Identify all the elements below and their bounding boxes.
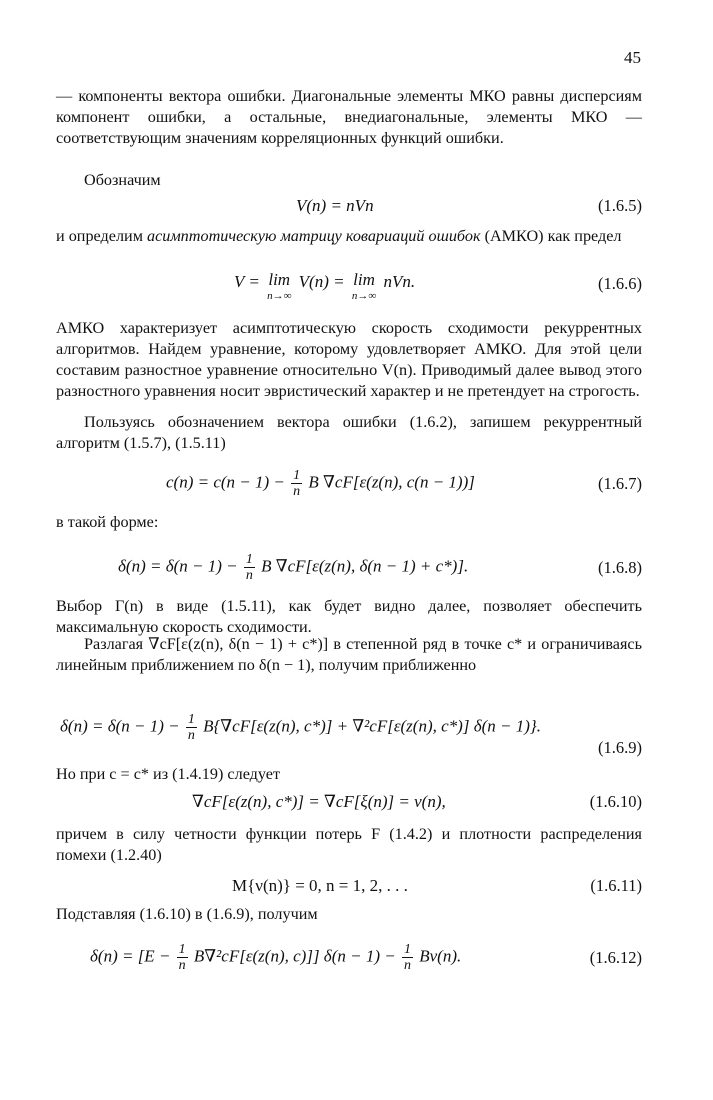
paragraph-parity: причем в силу четности функции потерь F (1.4.2) и плотности распределения помехи (1.2.40) (56, 825, 642, 864)
equation-number: (1.6.12) (589, 948, 642, 967)
denominator: n (187, 728, 195, 743)
limit-operator (352, 272, 376, 304)
equation-body (234, 272, 415, 304)
numerator: 1 (403, 942, 411, 957)
numerator: 1 (245, 552, 253, 567)
eq-part: Bν(n). (419, 946, 462, 966)
equation-1-6-8 (56, 546, 642, 588)
equation-number: (1.6.6) (598, 274, 642, 293)
equation-number: (1.6.8) (598, 558, 642, 577)
equation-1-6-9 (56, 706, 642, 766)
paragraph-expansion: Разлагая ∇cF[ε(z(n), δ(n − 1) + c*)] в степенной ряд в точке c* и ограничиваясь линейным приближением по δ(n − 1), получим приближенно (56, 635, 642, 674)
equation-body (118, 552, 468, 583)
equation-body (60, 712, 541, 743)
paragraph-form: в такой форме: (56, 513, 159, 531)
equation-number: (1.6.5) (598, 196, 642, 215)
paragraph-denote: Обозначим (84, 171, 161, 189)
paragraph-define (56, 226, 642, 247)
numerator: 1 (187, 712, 195, 727)
eq-part: nVn. (383, 272, 416, 291)
equation-body (90, 942, 461, 973)
paragraph-amko: АМКО характеризует асимптотическую скорость сходимости рекуррентных алгоритмов. Найдем уравнение, которому удовлетворяет АМКО. Для этой цели составим разностное уравнение относительно V(n). Приводимый далее вывод этого разностного уравнения носит эвристический характер и не претендует на строгость. (56, 319, 642, 400)
eq-part: V(n) = (298, 272, 345, 291)
fraction (244, 552, 255, 583)
limit-operator (267, 272, 291, 304)
lim-subscript: n→∞ (267, 290, 292, 302)
equation-1-6-12 (56, 936, 642, 982)
equation-1-6-5 (56, 190, 642, 224)
eq-part: δ(n) = [E − (90, 946, 171, 966)
numerator: 1 (178, 942, 186, 957)
eq-part: δ(n) = δ(n − 1) − (118, 556, 238, 576)
equation-number: (1.6.7) (598, 474, 642, 493)
paragraph-but-when: Но при c = c* из (1.4.19) следует (56, 765, 281, 783)
paragraph-choice: Выбор Γ(n) в виде (1.5.11), как будет видно далее, позволяет обеспечить максимальную скорость сходимости. (56, 597, 642, 636)
equation-number: (1.6.10) (589, 792, 642, 811)
paragraph-substitute: Подставляя (1.6.10) в (1.6.9), получим (56, 905, 318, 923)
equation-number: (1.6.11) (590, 876, 642, 895)
equation-1-6-10 (56, 786, 642, 820)
denominator: n (403, 958, 411, 973)
lim-text: lim (353, 270, 375, 289)
text-span: и определим (56, 227, 147, 245)
fraction (177, 942, 188, 973)
paragraph-error-vector: Пользуясь обозначением вектора ошибки (1.6.2), запишем рекуррентный алгоритм (1.5.7), (1.5.11) (56, 413, 642, 452)
eq-part: B ∇cF[ε(z(n), δ(n − 1) + c*)]. (261, 556, 469, 576)
equation-1-6-11 (56, 870, 642, 904)
equation-body: V(n) = nVn (296, 196, 374, 215)
denominator: n (293, 484, 301, 499)
equation-body: ∇cF[ε(z(n), c*)] = ∇cF[ξ(n)] = ν(n), (192, 792, 446, 811)
eq-part: δ(n) = δ(n − 1) − (60, 716, 180, 736)
denominator: n (178, 958, 186, 973)
equation-body (166, 468, 475, 499)
numerator: 1 (293, 468, 301, 483)
eq-part: B ∇cF[ε(z(n), c(n − 1))] (308, 472, 475, 492)
eq-part: c(n) = c(n − 1) − (166, 472, 285, 492)
eq-part: B∇²cF[ε(z(n), c)]] δ(n − 1) − (193, 946, 396, 966)
eq-part: B{∇cF[ε(z(n), c*)] + ∇²cF[ε(z(n), c*)] δ(n − 1)}. (203, 716, 541, 736)
lim-subscript: n→∞ (351, 290, 377, 302)
equation-1-6-7 (56, 462, 642, 504)
fraction (291, 468, 302, 499)
equation-number: (1.6.9) (598, 738, 642, 757)
equation-1-6-6 (56, 268, 642, 308)
equation-body: M{ν(n)} = 0, n = 1, 2, . . . (232, 876, 408, 895)
fraction (186, 712, 197, 743)
denominator: n (245, 568, 253, 583)
lim-text: lim (268, 270, 291, 289)
fraction (402, 942, 413, 973)
page-number: 45 (624, 48, 641, 67)
eq-part: V = (234, 272, 260, 291)
paragraph-intro: — компоненты вектора ошибки. Диагональные элементы МКО равны дисперсиям компонент ошибки, а остальные, внедиагональные, элементы МКО — соответствующим значениям корреляционных функций ошибки. (56, 87, 642, 147)
term-emphasis: асимптотическую матрицу ковариаций ошибок (146, 227, 481, 245)
text-span: (АМКО) как предел (480, 227, 622, 245)
